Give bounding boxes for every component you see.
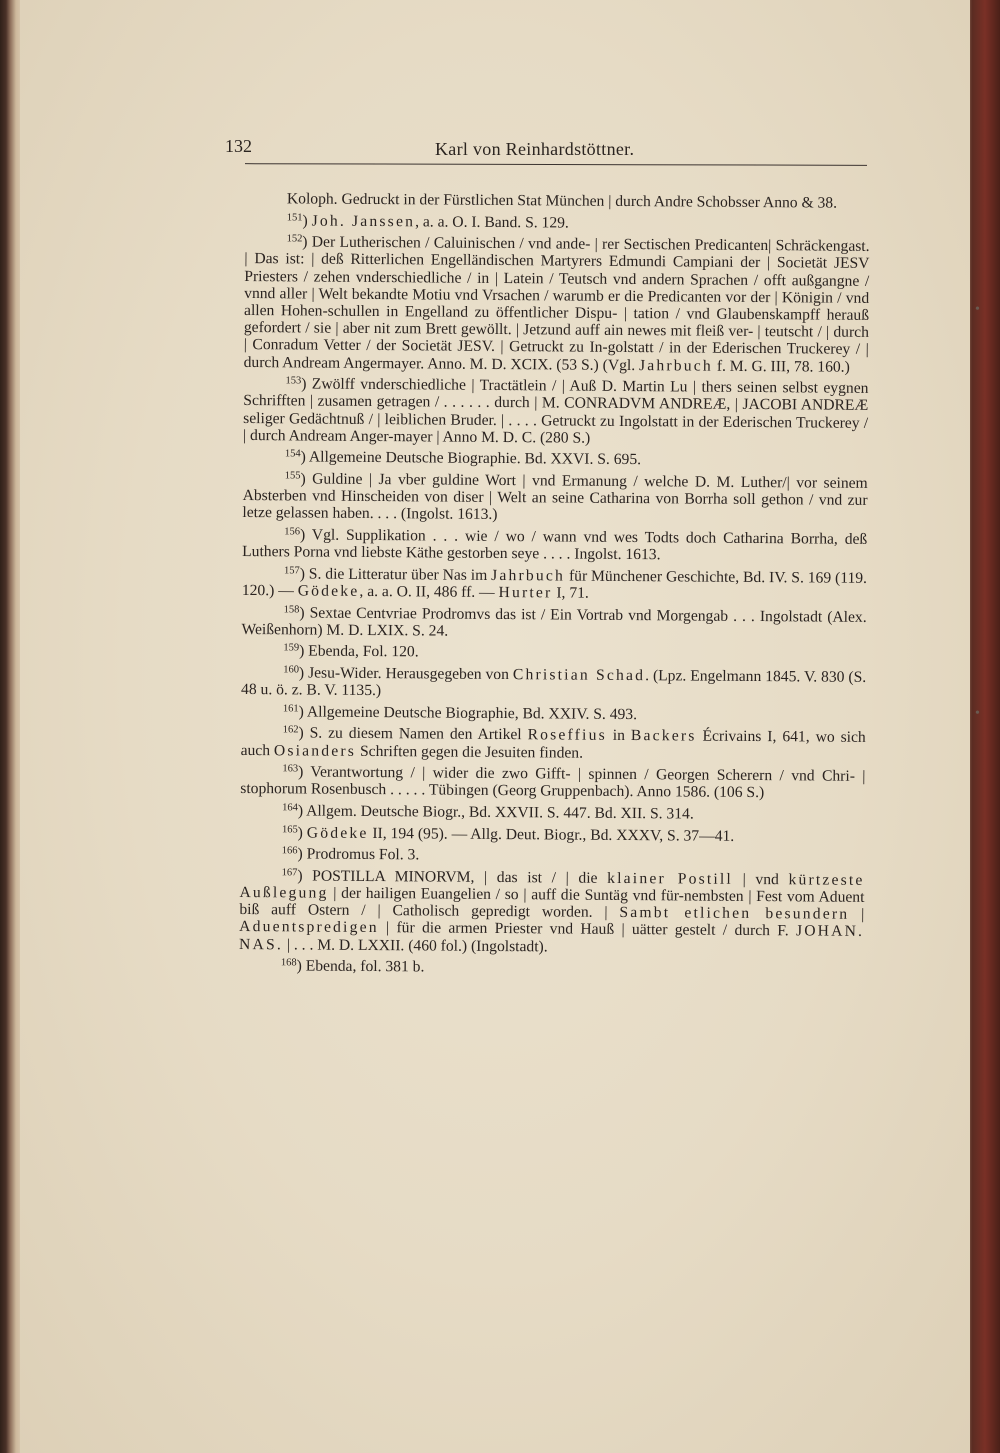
footnote-text: ) S. zu diesem Namen den Artikel xyxy=(298,724,528,744)
footnote-text: ) Vgl. Supplikation . . . wie / wo / wann vnd wes Todts doch Catharina Borrha, deß Luthers Porna vnd liebste Käthe gestorben seye . . . . Ingolst. 1613. xyxy=(242,526,868,564)
footnote xyxy=(239,867,865,958)
footnotes xyxy=(239,190,870,984)
footnote-number: 154 xyxy=(284,448,301,460)
spaced-text: Sambt etlichen besundern xyxy=(619,904,850,923)
footnote-text: ) Jesu-Wider. Herausgegeben von xyxy=(298,664,513,684)
spaced-text: Aduentspredigen xyxy=(239,918,379,937)
footnote-text: ) S. die Litteratur über Nas im xyxy=(299,565,492,584)
footnote-number: 155 xyxy=(284,470,301,482)
spaced-text: Jahrbuch xyxy=(638,356,714,375)
page-number: 132 xyxy=(225,136,252,156)
footnote xyxy=(241,664,866,703)
footnote-number: 152 xyxy=(286,233,303,245)
footnote-text: für Münchener Geschichte, Bd. IV. S. 169 (119. 120.) — xyxy=(241,567,868,600)
footnote-text: f. M. G. III, 78. 160.) xyxy=(712,357,850,376)
footnote-text: ) Allgem. Deutsche Biogr., Bd. XXVII. S. 447. Bd. XII. S. 314. xyxy=(297,802,694,823)
footnote-number: 164 xyxy=(282,802,298,814)
footnote-text: Écrivains I, 641, wo sich auch xyxy=(240,727,866,759)
spaced-text: kürtzeste Außlegung xyxy=(239,871,865,902)
footnote-text: | vnd xyxy=(732,870,789,889)
footnote-text: ) Verantwortung / | wider die zwo Gifft- | spinnen / Georgen Scherern / vnd Chri- | stophorum Rosenbusch . . . . . Tübingen (Georg Gruppenbach). Anno 1586. (106 S.) xyxy=(240,763,866,802)
footnote-number: 153 xyxy=(285,375,302,387)
spaced-text: Jahrbuch xyxy=(491,566,566,585)
margin-mark: • xyxy=(975,706,980,721)
spaced-text: Gödeke xyxy=(297,582,360,600)
footnote-text: ) Sextae Centvriae Prodromvs das ist / Ein Vortrab vnd Morgengab . . . Ingolstadt (Alex. Weißenhorn) M. D. LXIX. S. 24. xyxy=(241,604,867,640)
footnote-number: 160 xyxy=(283,664,300,676)
footnote-text: | für die armen Priester vnd Hauß | uätter gestelt / durch F. xyxy=(378,919,797,940)
footnote-text: ) POSTILLA MINORVM, | das ist / | die xyxy=(297,867,608,887)
footnote-text: | . . . M. D. LXXII. (460 fol.) (Ingolstadt). xyxy=(282,935,548,955)
footnote-number: 166 xyxy=(281,845,298,857)
footnote-text: ) Guldine | Ja vber guldine Wort | vnd Ermanung / welche D. M. Luther/| vor seinem Absterben vnd Hinscheiden von diser | Welt an seine Catharina von Borrha soll gethon / vnd zur letze gelassen haben. . . . (Ingolst. 1613.) xyxy=(242,470,868,524)
page-header xyxy=(225,136,845,166)
footnote-number: 159 xyxy=(283,642,300,654)
footnote-text: ) Ebenda, fol. 381 b. xyxy=(296,957,425,976)
footnote xyxy=(240,845,865,867)
footnote-number: 165 xyxy=(281,823,298,835)
footnote-text: , a. a. O. II, 486 ff. — xyxy=(359,582,499,602)
footnote xyxy=(243,375,869,449)
running-title: Karl von Reinhardstöttner. xyxy=(435,139,635,159)
footnote-text: Schriften gegen die Jesuiten finden. xyxy=(356,742,584,762)
spaced-text: Gödeke xyxy=(306,824,369,842)
spaced-text: klainer Postill xyxy=(607,869,734,888)
footnote-number: 162 xyxy=(282,724,299,736)
footnote xyxy=(243,448,868,470)
footnote-text: ) xyxy=(302,212,312,230)
footnote-text: II, 194 (95). — Allg. Deut. Biogr., Bd. XXXV, S. 37—41. xyxy=(368,824,735,845)
footnote-number: 156 xyxy=(284,526,301,538)
footnote xyxy=(244,233,870,376)
footnote-text: ) Ebenda, Fol. 120. xyxy=(299,642,419,661)
spaced-text: Backers xyxy=(630,727,697,745)
footnote-text: ) Allgemeine Deutsche Biographie. Bd. XXVI. S. 695. xyxy=(300,448,642,469)
footnote xyxy=(241,724,866,763)
margin-mark: • xyxy=(975,302,980,317)
footnote-text: ) Allgemeine Deutsche Biographie, Bd. XXIV. S. 493. xyxy=(298,703,638,723)
footnote-text: ) Prodromus Fol. 3. xyxy=(297,845,420,864)
footnote-text: ) Der Lutherischen / Caluinischen / vnd ande- | rer Sectischen Predicanten| Schräckengast. | Das ist: | deß Ritterlichen Engelländischen Martyrers Edmundi Campiani der | Societät JESV Priesters / zehen vnderschiedliche / in | Latein / Teutsch vnd andern Sprachen / offt außgangne / vnnd aller | Welt bekandte Motiu vnd Vrsachen / warumb er die Predicanten vor der | Königin / vnd allen Hohen-schullen in Engelland zu öffentlicher Dispu- | tation / vnd Glaubenskampff herauß gefordert / sie | aber nit zum Brett gewöllt. | Jetzund auff ain newes mit fleiß ver- | teutscht / | durch | Conradum Vetter / der Societät JESV. | Getruckt zu In-golstatt / in der Ederischen Truckerey / | durch Andream Angermayer. Anno. M. D. XCIX. (53 S.) (Vgl. xyxy=(243,233,870,374)
footnote xyxy=(242,565,867,604)
footnote-number: 163 xyxy=(282,763,299,775)
footnote-text: I, 71. xyxy=(552,584,589,602)
spaced-text: Hurter xyxy=(498,584,553,602)
footnote xyxy=(239,957,864,979)
footnote-text: in xyxy=(606,727,631,745)
footnote-number: 168 xyxy=(280,957,297,969)
spaced-text: Roseffius xyxy=(527,726,607,745)
footnote xyxy=(240,824,865,846)
footnote xyxy=(242,526,867,565)
footnote-text: ) xyxy=(297,823,307,842)
footnote xyxy=(241,604,866,643)
footnote-number: 161 xyxy=(282,703,299,715)
footnote xyxy=(240,802,865,824)
footnote-text: | xyxy=(849,905,865,924)
footnote xyxy=(242,470,867,527)
footnote-text: | der hailigen Euangelien / so | auff die Suntäg vnd für-nembsten | Fest vom Aduent biß auff Ostern / | Catholisch gepredigt worden. | xyxy=(239,884,865,922)
footnote-number: 158 xyxy=(283,603,300,616)
footnote-text: , a. a. O. I. Band. S. 129. xyxy=(415,212,569,232)
footnote xyxy=(240,763,865,802)
footnote-number: 151 xyxy=(286,211,303,224)
footnote-text: . (Lpz. Engelmann 1845. V. 830 (S. 48 u. ö. z. B. V. 1135.) xyxy=(241,667,867,700)
footnote xyxy=(245,190,870,212)
spaced-text: JOHAN. NAS. xyxy=(239,922,865,953)
spaced-text: Joh. Janssen xyxy=(311,212,416,230)
footnote xyxy=(241,642,866,664)
footnote xyxy=(241,703,866,725)
spaced-text: Osianders xyxy=(273,741,357,760)
footnote xyxy=(245,212,870,234)
footnote-number: 157 xyxy=(283,565,300,577)
footnote-text: ) Zwölff vnderschiedliche | Tractätlein / | Auß D. Martin Lu | thers seinen selbst eygnen Schrifften | zusamen getragen / . . . . . . durch | M. CONRADVM ANDREÆ, | JACOBI ANDREÆ seliger Gedächtnuß / | leiblichen Bruder. | . . . . Getruckt zu Ingolstatt in der Ederischen Truckerey / | durch Andream Anger-mayer | Anno M. D. C. (280 S.) xyxy=(243,375,869,447)
footnote-number: 167 xyxy=(281,867,298,879)
spaced-text: Christian Schad xyxy=(512,666,646,685)
footnote-text: Koloph. Gedruckt in der Fürstlichen Stat München | durch Andre Schobsser Anno & 38. xyxy=(286,190,838,212)
